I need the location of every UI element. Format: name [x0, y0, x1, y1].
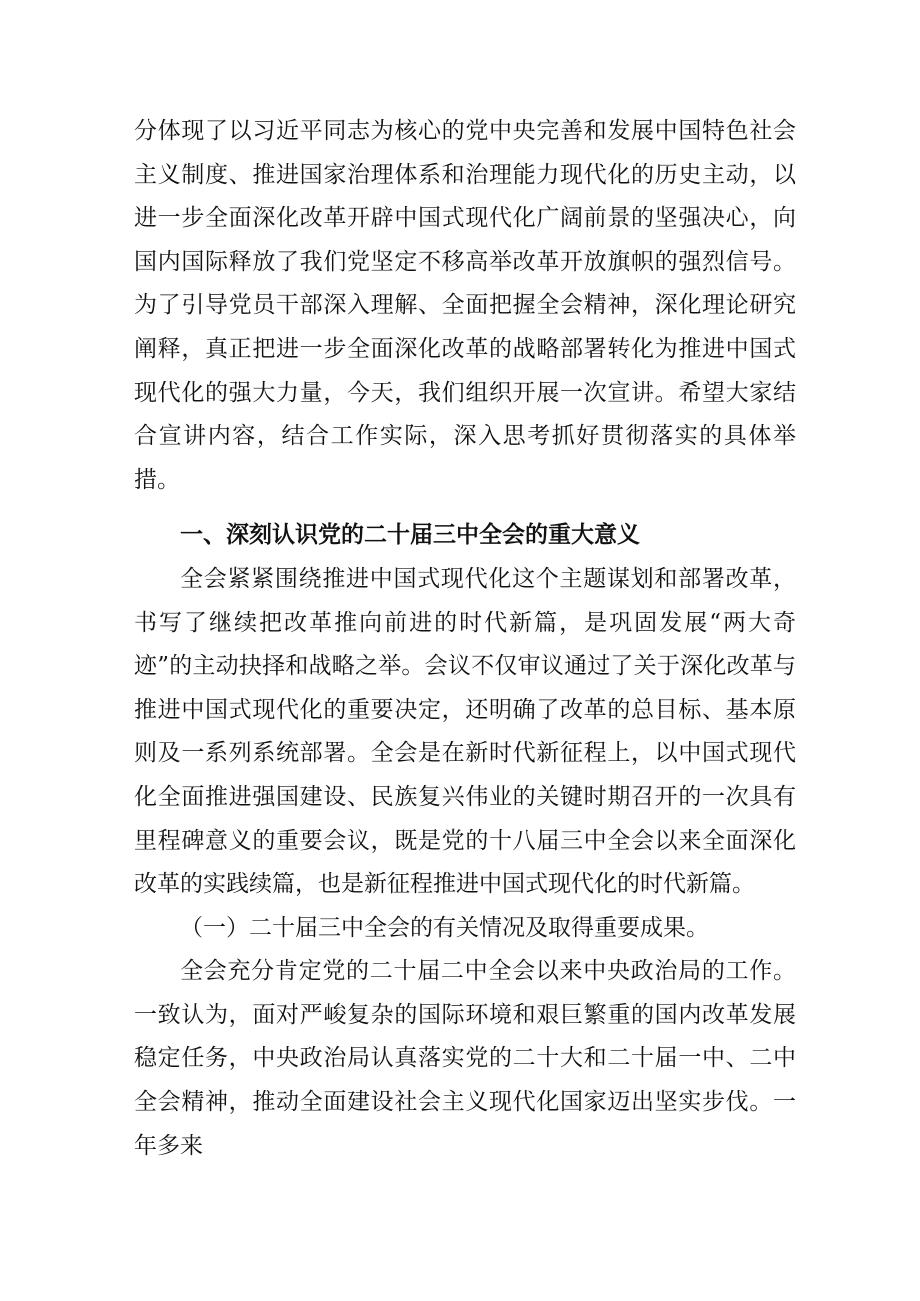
- intro-paragraph: 分体现了以习近平同志为核心的党中央完善和发展中国特色社会主义制度、推进国家治理体系和治理能力现代化的历史主动，以进一步全面深化改革开辟中国式现代化广阔前景的坚强决心，向国内国际释放了我们党坚定不移高举改革开放旗帜的强烈信号。为了引导党员干部深入理解、全面把握全会精神，深化理论研究阐释，真正把进一步全面深化改革的战略部署转化为推进中国式现代化的强大力量，今天，我们组织开展一次宣讲。希望大家结合宣讲内容，结合工作实际，深入思考抓好贯彻落实的具体举措。: [134, 118, 796, 493]
- spacer: [0, 502, 920, 508]
- subsection-heading: （一）二十届三中全会的有关情况及取得重要成果。: [180, 914, 709, 941]
- section-paragraph: 全会紧紧围绕推进中国式现代化这个主题谋划和部署改革，书写了继续把改革推向前进的时代新篇，是巩固发展“两大奇迹”的主动抉择和战略之举。会议不仅审议通过了关于深化改革与推进中国式现代化的重要决定，还明确了改革的总目标、基本原则及一系列系统部署。全会是在新时代新征程上，以中国式现代化全面推进强国建设、民族复兴伟业的关键时期召开的一次具有里程碑意义的重要会议，既是党的十八届三中全会以来全面深化改革的实践续篇，也是新征程推进中国式现代化的时代新篇。: [134, 565, 796, 898]
- subsection-paragraph: 全会充分肯定党的二十届二中全会以来中央政治局的工作。一致认为，面对严峻复杂的国际环境和艰巨繁重的国内改革发展稳定任务，中央政治局认真落实党的二十大和二十届一中、二中全会精神，推动全面建设社会主义现代化国家迈出坚实步伐。一年多来: [134, 958, 796, 1159]
- section-heading: 一、深刻认识党的二十届三中全会的重大意义: [180, 522, 640, 549]
